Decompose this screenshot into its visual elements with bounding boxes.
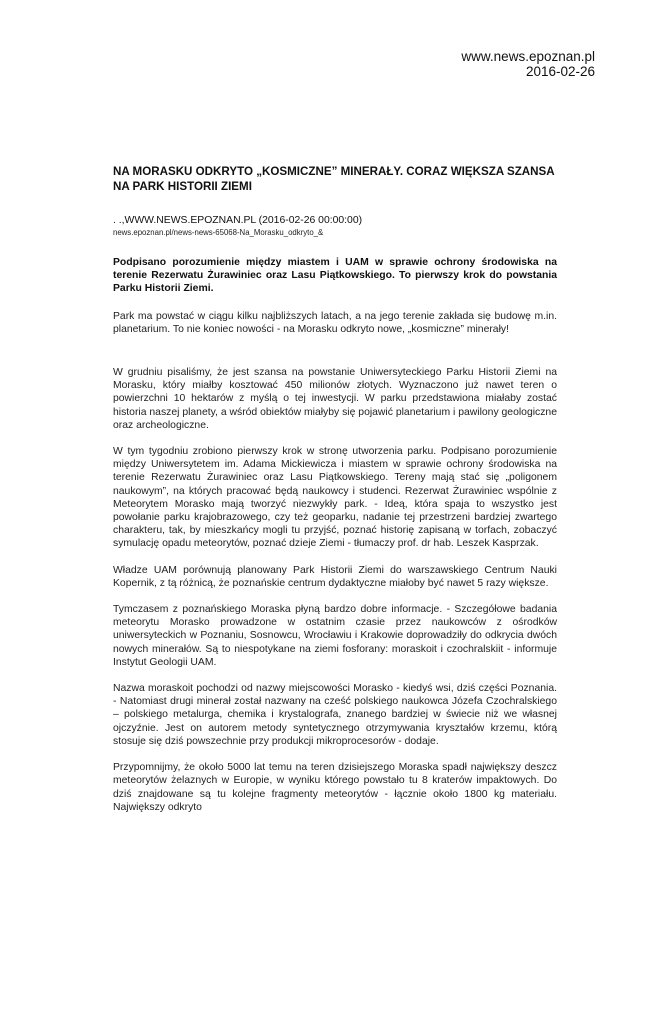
article-title: NA MORASKU ODKRYTO „KOSMICZNE” MINERAŁY. CORAZ WIĘKSZA SZANSA NA PARK HISTORII ZIEMI [113,165,555,193]
header-site: www.news.epoznan.pl [461,49,595,64]
article-paragraph: Tymczasem z poznańskiego Moraska płyną bardzo dobre informacje. - Szczegółowe badania meteorytu Morasko prowadzone w ostatnim czasie przez naukowców z ośrodków uniwersyteckich w Poznaniu, Sosnowcu, Wrocławiu i Krakowie doprowadziły do odkrycia dwóch nowych minerałów. Są to niespotykane na ziemi fosforany: moraskoit i czochralskiit - informuje Instytut Geologii UAM. [113,604,557,668]
article-lead: Podpisano porozumienie między miastem i UAM w sprawie ochrony środowiska na terenie Rezerwatu Żurawiniec oraz Lasu Piątkowskiego. To pierwszy krok do powstania Parku Historii Ziemi. [113,257,557,295]
article-paragraph: Nazwa moraskoit pochodzi od nazwy miejscowości Morasko - kiedyś wsi, dziś części Poznania. - Natomiast drugi minerał został nazwany na cześć polskiego naukowca Józefa Czochralskiego – polskiego metalurga, chemika i krystalografa, znanego bardziej w świecie niż we własnej ojczyźnie. Jest on autorem metody syntetycznego otrzymywania kryształów krzemu, którą stosuje się dziś powszechnie przy produkcji mikroprocesorów - dodaje. [113,683,557,747]
article-paragraph: W grudniu pisaliśmy, że jest szansa na powstanie Uniwersyteckiego Parku Historii Ziemi na Morasku, który miałby kosztować 450 milionów złotych. Wyznaczono już nawet teren o powierzchni 10 hektarów z myślą o tej inwestycji. W parku przedstawiona miałaby zostać historia naszej planety, a wśród obiektów miałyby się pojawić planetarium i pawilony geologiczne oraz archeologiczne. [113,367,557,431]
article-paragraph: Władze UAM porównują planowany Park Historii Ziemi do warszawskiego Centrum Nauki Kopernik, z tą różnicą, że poznańskie centrum dydaktyczne miałoby być nawet 5 razy większe. [113,564,557,589]
article [113,165,557,814]
page-header [461,49,595,79]
header-date: 2016-02-26 [525,64,595,79]
article-source-url: news.epoznan.pl/news-news-65068-Na_Morasku_odkryto_& [113,228,324,237]
article-paragraph: Przypomnijmy, że około 5000 lat temu na teren dzisiejszego Moraska spadł największy deszcz meteorytów żelaznych w Europie, w wyniku którego powstało tu 8 kraterów impaktowych. Do dziś znajdowane są tu kolejne fragmenty meteorytów - łącznie około 1800 kg materiału. Największy odkryto [113,762,557,813]
article-paragraph: W tym tygodniu zrobiono pierwszy krok w stronę utworzenia parku. Podpisano porozumienie między Uniwersytetem im. Adama Mickiewicza i miastem w sprawie ochrony środowiska na terenie Rezerwatu Żurawiniec oraz Lasu Piątkowskiego. Tereny mają stać się „poligonem naukowym”, na których pracować będą naukowcy i studenci. Rezerwat Żurawiniec wspólnie z Meteorytem Morasko mają tworzyć niezwykły park. - Ideą, która spaja to wszystko jest powołanie parku krajobrazowego, czy też geoparku, nadanie tej przestrzeni bardziej zwartego charakteru, tak, by mieszkańcy mogli tu przyjść, poznać historię zapisaną w torfach, zobaczyć symulację opadu meteorytów, poznać dzieje Ziemi - tłumaczy prof. dr hab. Leszek Kasprzak. [113,446,557,550]
article-intro: Park ma powstać w ciągu kilku najbliższych latach, a na jego terenie zakłada się budowę m.in. planetarium. To nie koniec nowości - na Morasku odkryto nowe, „kosmiczne” minerały! [113,310,557,335]
article-source-line: . .,WWW.NEWS.EPOZNAN.PL (2016-02-26 00:00:00) [113,215,363,226]
